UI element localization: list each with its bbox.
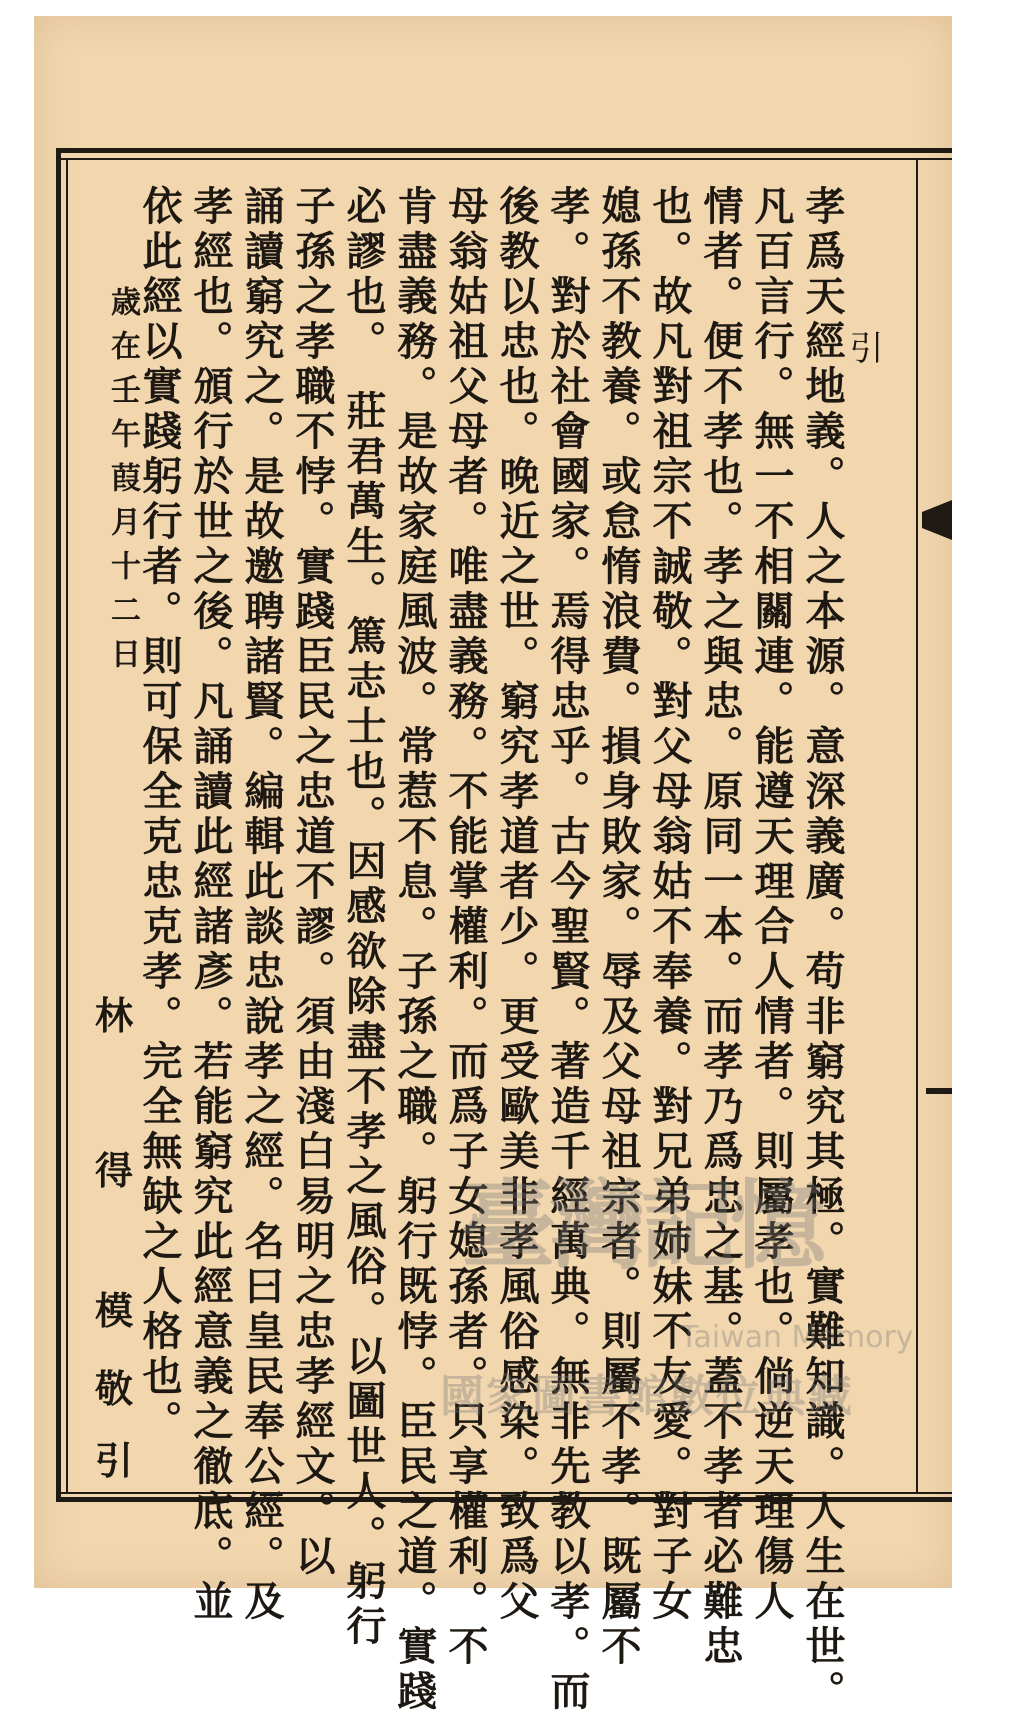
text-column: 依此經以實踐躬行者。則可保全克忠克孝。完全無缺之人格也。 <box>136 185 183 1445</box>
text-column: 也。故凡對祖宗不誠敬。對父母翁姑不奉養。對兄弟姉妹不友愛。對子女 <box>646 185 693 1625</box>
text-column: 必謬也。 莊君萬生。篤志士也。因感欲除盡不孝之風俗。以圖世人。躬行 <box>340 185 387 1650</box>
text-column: 誦讀窮究之。是故邀聘諸賢。編輯此談忠說孝之經。名曰皇民奉公經。及 <box>238 185 285 1625</box>
watermark <box>430 1150 930 1450</box>
text-column: 母翁姑祖父母者。唯盡義務。不能掌權利。而爲子女媳孫者。只享權利。不 <box>442 185 489 1670</box>
signature-char: 林 <box>94 993 133 1038</box>
text-column: 後教以忠也。晚近之世。窮究孝道者少。更受歐美非孝風俗感染。致爲父 <box>493 185 540 1625</box>
frame-border-top <box>56 148 952 153</box>
text-column: 肯盡義務。是故家庭風波。常惹不息。子孫之職。躬行既悖。臣民之道。實踐 <box>391 185 438 1715</box>
frame-border-top-inner <box>60 158 952 160</box>
text-column: 孝經也。頒行於世之後。凡誦讀此經諸彥。若能窮究此經意義之徹底。並 <box>187 185 234 1625</box>
frame-border-left-inner <box>66 158 68 1494</box>
preface-heading: 引 <box>843 330 883 364</box>
text-column: 孝。對於社會國家。焉得忠乎。古今聖賢。著造千經萬典。無非先教以孝。而 <box>544 185 591 1715</box>
text-column: 媳孫不教養。或怠惰浪費。損身敗家。辱及父母祖宗者。則屬不孝。既屬不 <box>595 185 642 1670</box>
frame-border-left <box>56 148 61 1502</box>
text-column: 孝爲天經地義。人之本源。意深義廣。苟非窮究其極。實難知識。人生在世。 <box>799 185 846 1715</box>
text-column: 子孫之孝職不悖。實踐臣民之忠道不謬。須由淺白易明之忠孝經文。以 <box>289 185 336 1580</box>
watermark-english: Taiwan Memory <box>680 1320 914 1355</box>
signature-char: 模 <box>94 1288 133 1333</box>
signature-char: 敬 <box>94 1366 133 1411</box>
watermark-title: 臺灣記憶 <box>460 1169 820 1282</box>
date-line: 歳在壬午葭月十二日 <box>105 286 140 682</box>
signature-char: 得 <box>94 1148 133 1193</box>
text-column: 凡百言行。無一不相關連。能遵天理合人情者。則屬孝也。倘逆天理傷人 <box>748 185 795 1625</box>
text-column: 情者。便不孝也。孝之與忠。原同一本。而孝乃爲忠之基。蓋不孝者必難忠 <box>697 185 744 1670</box>
watermark-subtitle: 國家圖書館數位典藏 <box>440 1371 854 1422</box>
edge-line-mark <box>926 1088 952 1094</box>
signature-char: 引 <box>94 1438 133 1483</box>
